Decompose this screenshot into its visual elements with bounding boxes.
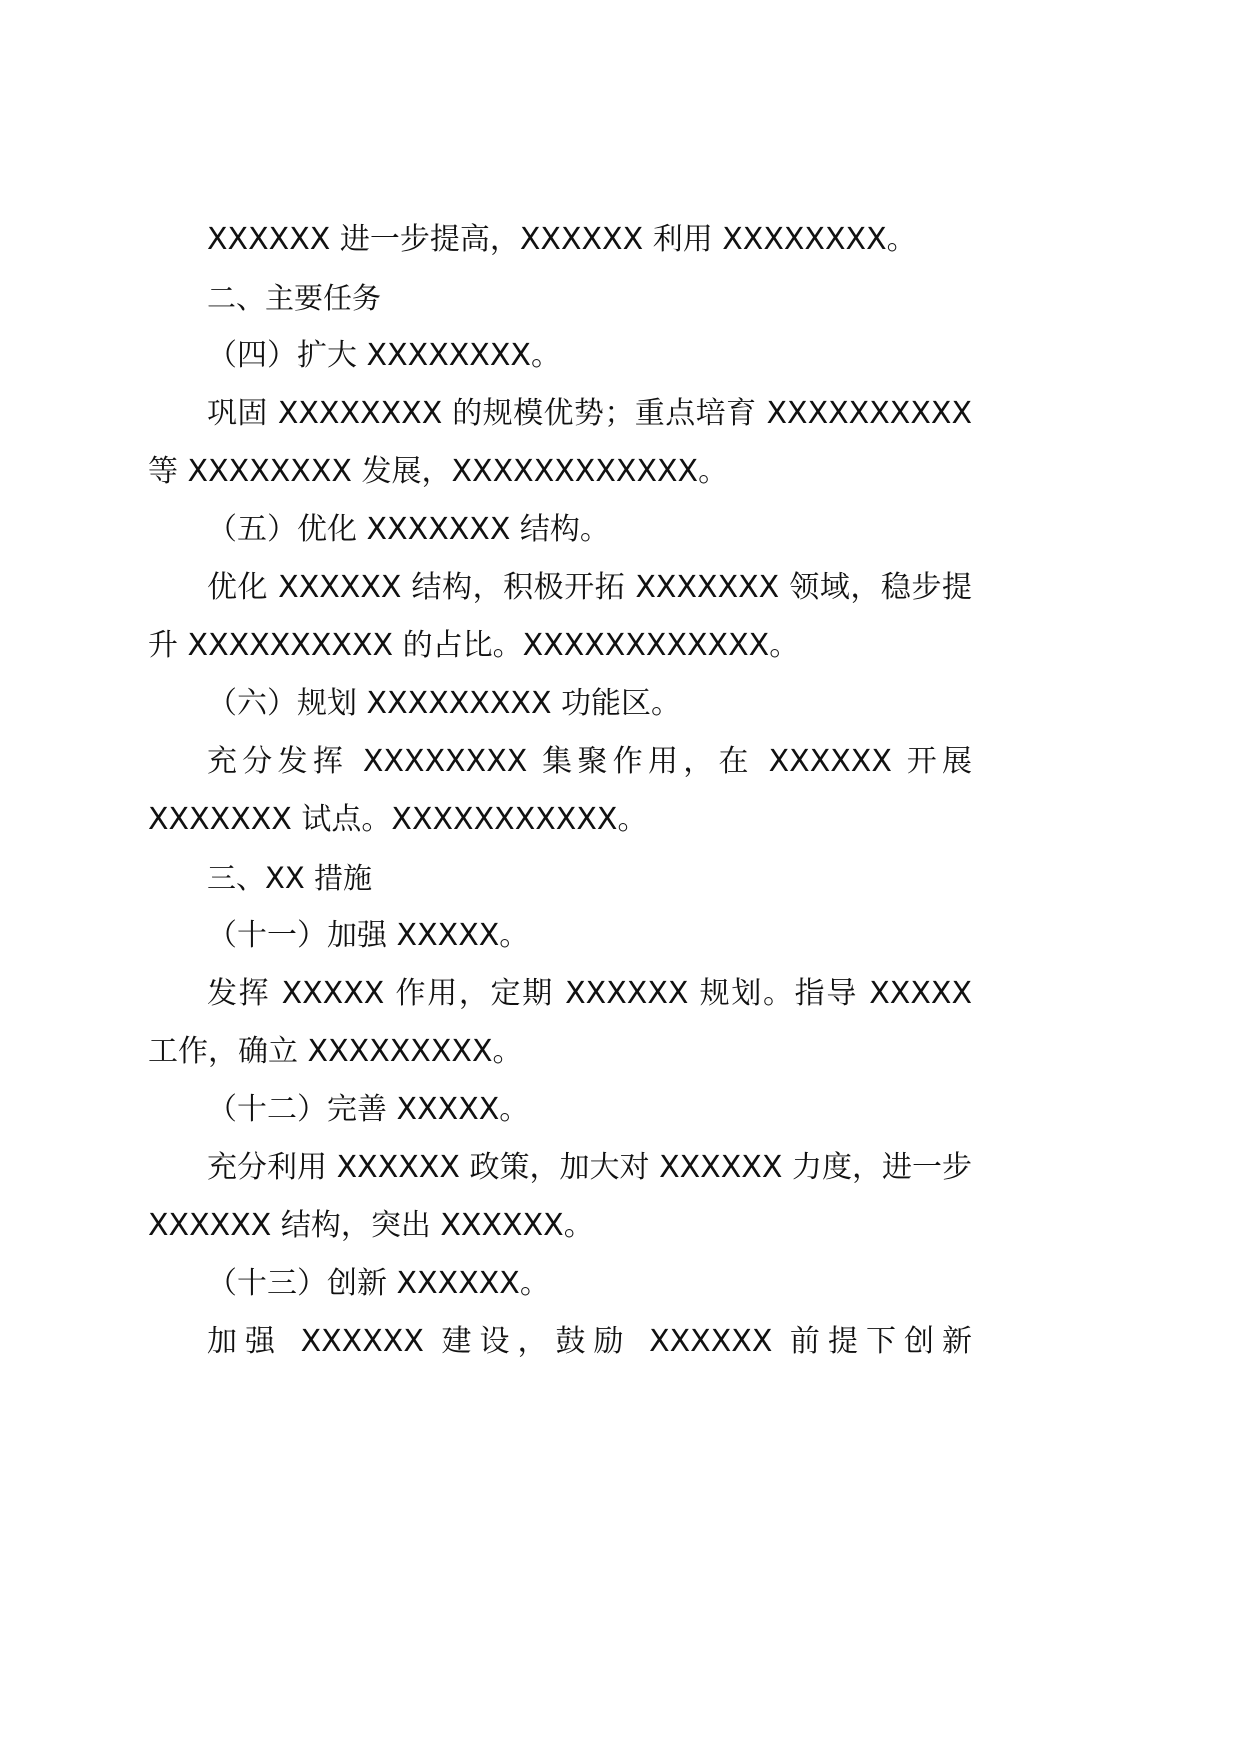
body-line-5: 等 XXXXXXXX 发展，XXXXXXXXXXXX。 [148, 454, 729, 489]
subheading-13: （十三）创新 XXXXXX。 [207, 1266, 550, 1301]
body-line-10: 充分发挥 XXXXXXXX 集聚作用，在 XXXXXX 开展 [207, 744, 972, 779]
body-line-8: 升 XXXXXXXXXX 的占比。XXXXXXXXXXXX。 [148, 628, 800, 663]
body-line-11: XXXXXXX 试点。XXXXXXXXXXX。 [148, 802, 648, 837]
body-line-1: XXXXXX 进一步提高，XXXXXX 利用 XXXXXXXX。 [207, 222, 917, 257]
body-line-20: 加强 XXXXXX 建设，鼓励 XXXXXX 前提下创新 [207, 1324, 972, 1359]
body-line-17: 充分利用 XXXXXX 政策，加大对 XXXXXX 力度，进一步 [207, 1150, 972, 1185]
subheading-11: （十一）加强 XXXXX。 [207, 918, 530, 953]
section-heading-main-tasks: 二、主要任务 [207, 281, 382, 315]
body-line-14: 发挥 XXXXX 作用，定期 XXXXXX 规划。指导 XXXXX [207, 976, 972, 1011]
section-heading-measures: 三、XX 措施 [207, 861, 372, 895]
subheading-12: （十二）完善 XXXXX。 [207, 1092, 530, 1127]
body-line-4: 巩固 XXXXXXXX 的规模优势；重点培育 XXXXXXXXXX [207, 396, 972, 431]
subheading-6: （六）规划 XXXXXXXXX 功能区。 [207, 686, 682, 721]
subheading-5: （五）优化 XXXXXXX 结构。 [207, 512, 610, 547]
body-line-18: XXXXXX 结构，突出 XXXXXX。 [148, 1208, 594, 1243]
subheading-4: （四）扩大 XXXXXXXX。 [207, 338, 561, 373]
body-line-7: 优化 XXXXXX 结构，积极开拓 XXXXXXX 领域，稳步提 [207, 570, 972, 605]
body-line-15: 工作，确立 XXXXXXXXX。 [148, 1034, 523, 1069]
